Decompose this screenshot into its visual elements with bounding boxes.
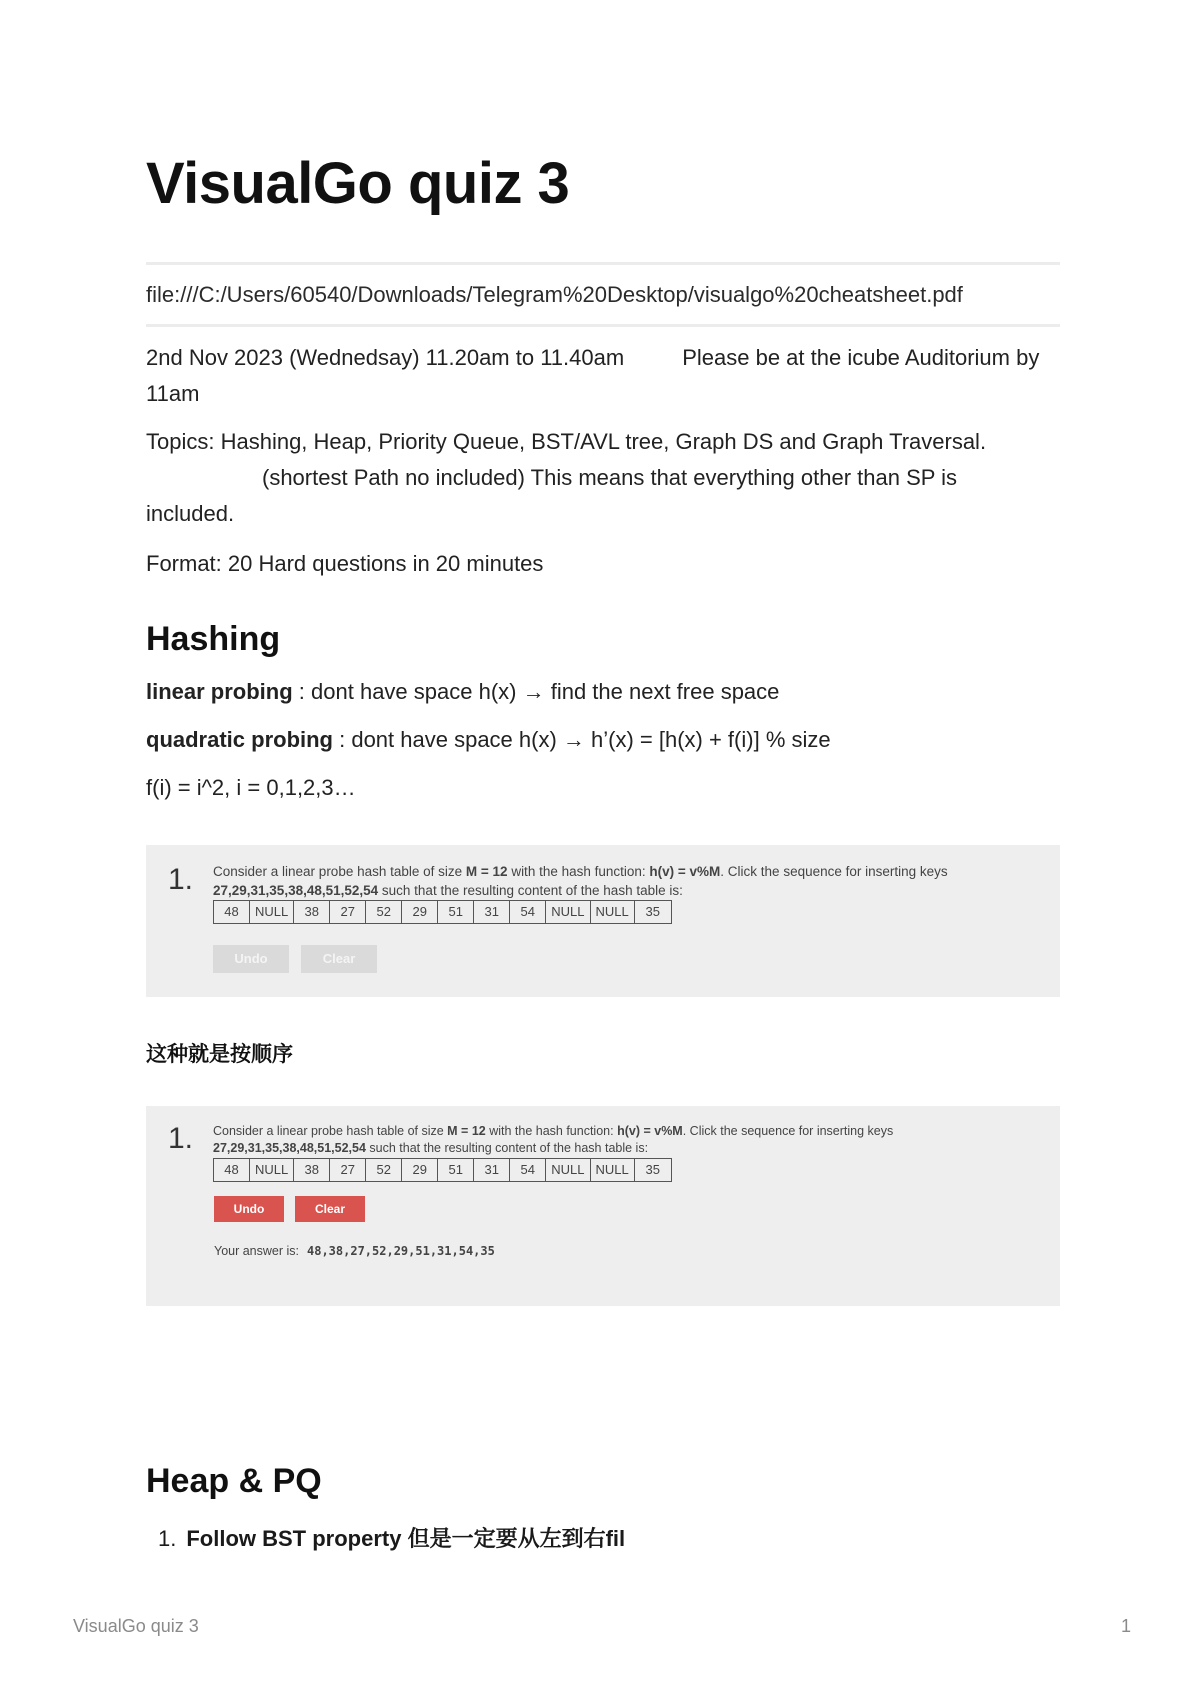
top-divider [146,262,1060,265]
answer-value: 48,38,27,52,29,51,31,54,35 [307,1244,495,1258]
hash-cell[interactable]: 29 [402,901,438,923]
list-item-text: Follow BST property [186,1526,408,1551]
hash-cell[interactable]: 48 [214,1159,250,1181]
list-item [158,1522,625,1553]
hash-cell[interactable]: NULL [546,1159,590,1181]
date-line: 2nd Nov 2023 (Wednedsay) 11.20am to 11.40am [146,345,625,370]
hash-cell[interactable]: 52 [366,1159,402,1181]
linear-probing-text: : dont have space h(x) → find the next free space [292,679,780,704]
hash-cell[interactable]: 38 [294,901,330,923]
hash-table [213,900,672,924]
hash-cell[interactable]: 52 [366,901,402,923]
clear-button[interactable]: Clear [301,945,377,973]
linear-probing-line [146,674,1046,710]
list-item-tail: fil [605,1526,626,1551]
hash-table [213,1158,672,1182]
list-item-number: 1. [158,1526,177,1551]
page-title: VisualGo quiz 3 [146,151,570,216]
hash-cell[interactable]: NULL [591,901,635,923]
hash-cell[interactable]: 54 [510,1159,546,1181]
chinese-note: 这种就是按顺序 [146,1042,293,1066]
quadratic-probing-label: quadratic probing [146,727,333,752]
question-text: Consider a linear probe hash table of size M = 12 with the hash function: h(v) = v%M. Click the sequence for inserting keys 27,29,31,35,38,48,51,52,54 such that the resulting content of the hash table is: [213,864,948,898]
quadratic-probing-line [146,722,1046,758]
url-divider [146,324,1060,327]
source-url: file:///C:/Users/60540/Downloads/Telegram%20Desktop/visualgo%20cheatsheet.pdf [146,282,963,307]
hash-cell[interactable]: NULL [250,1159,294,1181]
question-number: 1. [168,863,194,896]
location-line: Please be at the icube Auditorium by 11am [146,345,1040,406]
heap-pq-heading: Heap & PQ [146,1462,322,1500]
hash-cell[interactable]: 35 [645,904,660,919]
quadratic-probing-text: : dont have space h(x) → h’(x) = [h(x) + f(i)] % size [333,727,831,752]
hash-cell[interactable]: 51 [438,901,474,923]
undo-button[interactable]: Undo [214,1196,284,1222]
question-text: Consider a linear probe hash table of size M = 12 with the hash function: h(v) = v%M. Click the sequence for inserting keys 27,29,31,35,38,48,51,52,54 such that the resulting content of the hash table is: [213,1124,894,1155]
hash-cell[interactable]: 29 [402,1159,438,1181]
question-number: 1. [168,1122,194,1155]
hash-cell[interactable]: NULL [591,1159,635,1181]
hash-cell[interactable]: 27 [330,1159,366,1181]
page-number: 1 [1120,1616,1131,1636]
quiz-screenshot-initial [146,845,1060,997]
hash-cell[interactable]: 51 [438,1159,474,1181]
hash-cell[interactable]: 31 [474,901,510,923]
hash-cell[interactable]: 31 [474,1159,510,1181]
format-line: Format: 20 Hard questions in 20 minutes [146,551,544,576]
hash-cell[interactable]: 27 [330,901,366,923]
hash-cell[interactable]: 38 [294,1159,330,1181]
quiz-screenshot-answered [146,1106,1060,1306]
fi-formula: f(i) = i^2, i = 0,1,2,3… [146,775,356,800]
topics-note: (shortest Path no included) This means that everything other than SP is included. [146,465,958,526]
undo-button[interactable]: Undo [213,945,289,973]
answer-label: Your answer is: [214,1244,299,1258]
hash-cell[interactable]: NULL [250,901,294,923]
clear-button[interactable]: Clear [295,1196,365,1222]
hash-cell[interactable]: NULL [546,901,590,923]
answer-line [214,1244,495,1258]
date-paragraph [146,340,1046,412]
hash-cell[interactable]: 48 [214,901,250,923]
topics-paragraph [146,424,1046,532]
linear-probing-label: linear probing [146,679,293,704]
hash-cell[interactable]: 35 [645,1162,660,1177]
hashing-heading: Hashing [146,620,281,658]
list-item-chinese: 但是一定要从左到右 [407,1527,606,1552]
footer-title: VisualGo quiz 3 [73,1616,199,1636]
hash-cell[interactable]: 54 [510,901,546,923]
topics-main: Topics: Hashing, Heap, Priority Queue, BST/AVL tree, Graph DS and Graph Traversal. [146,429,987,454]
